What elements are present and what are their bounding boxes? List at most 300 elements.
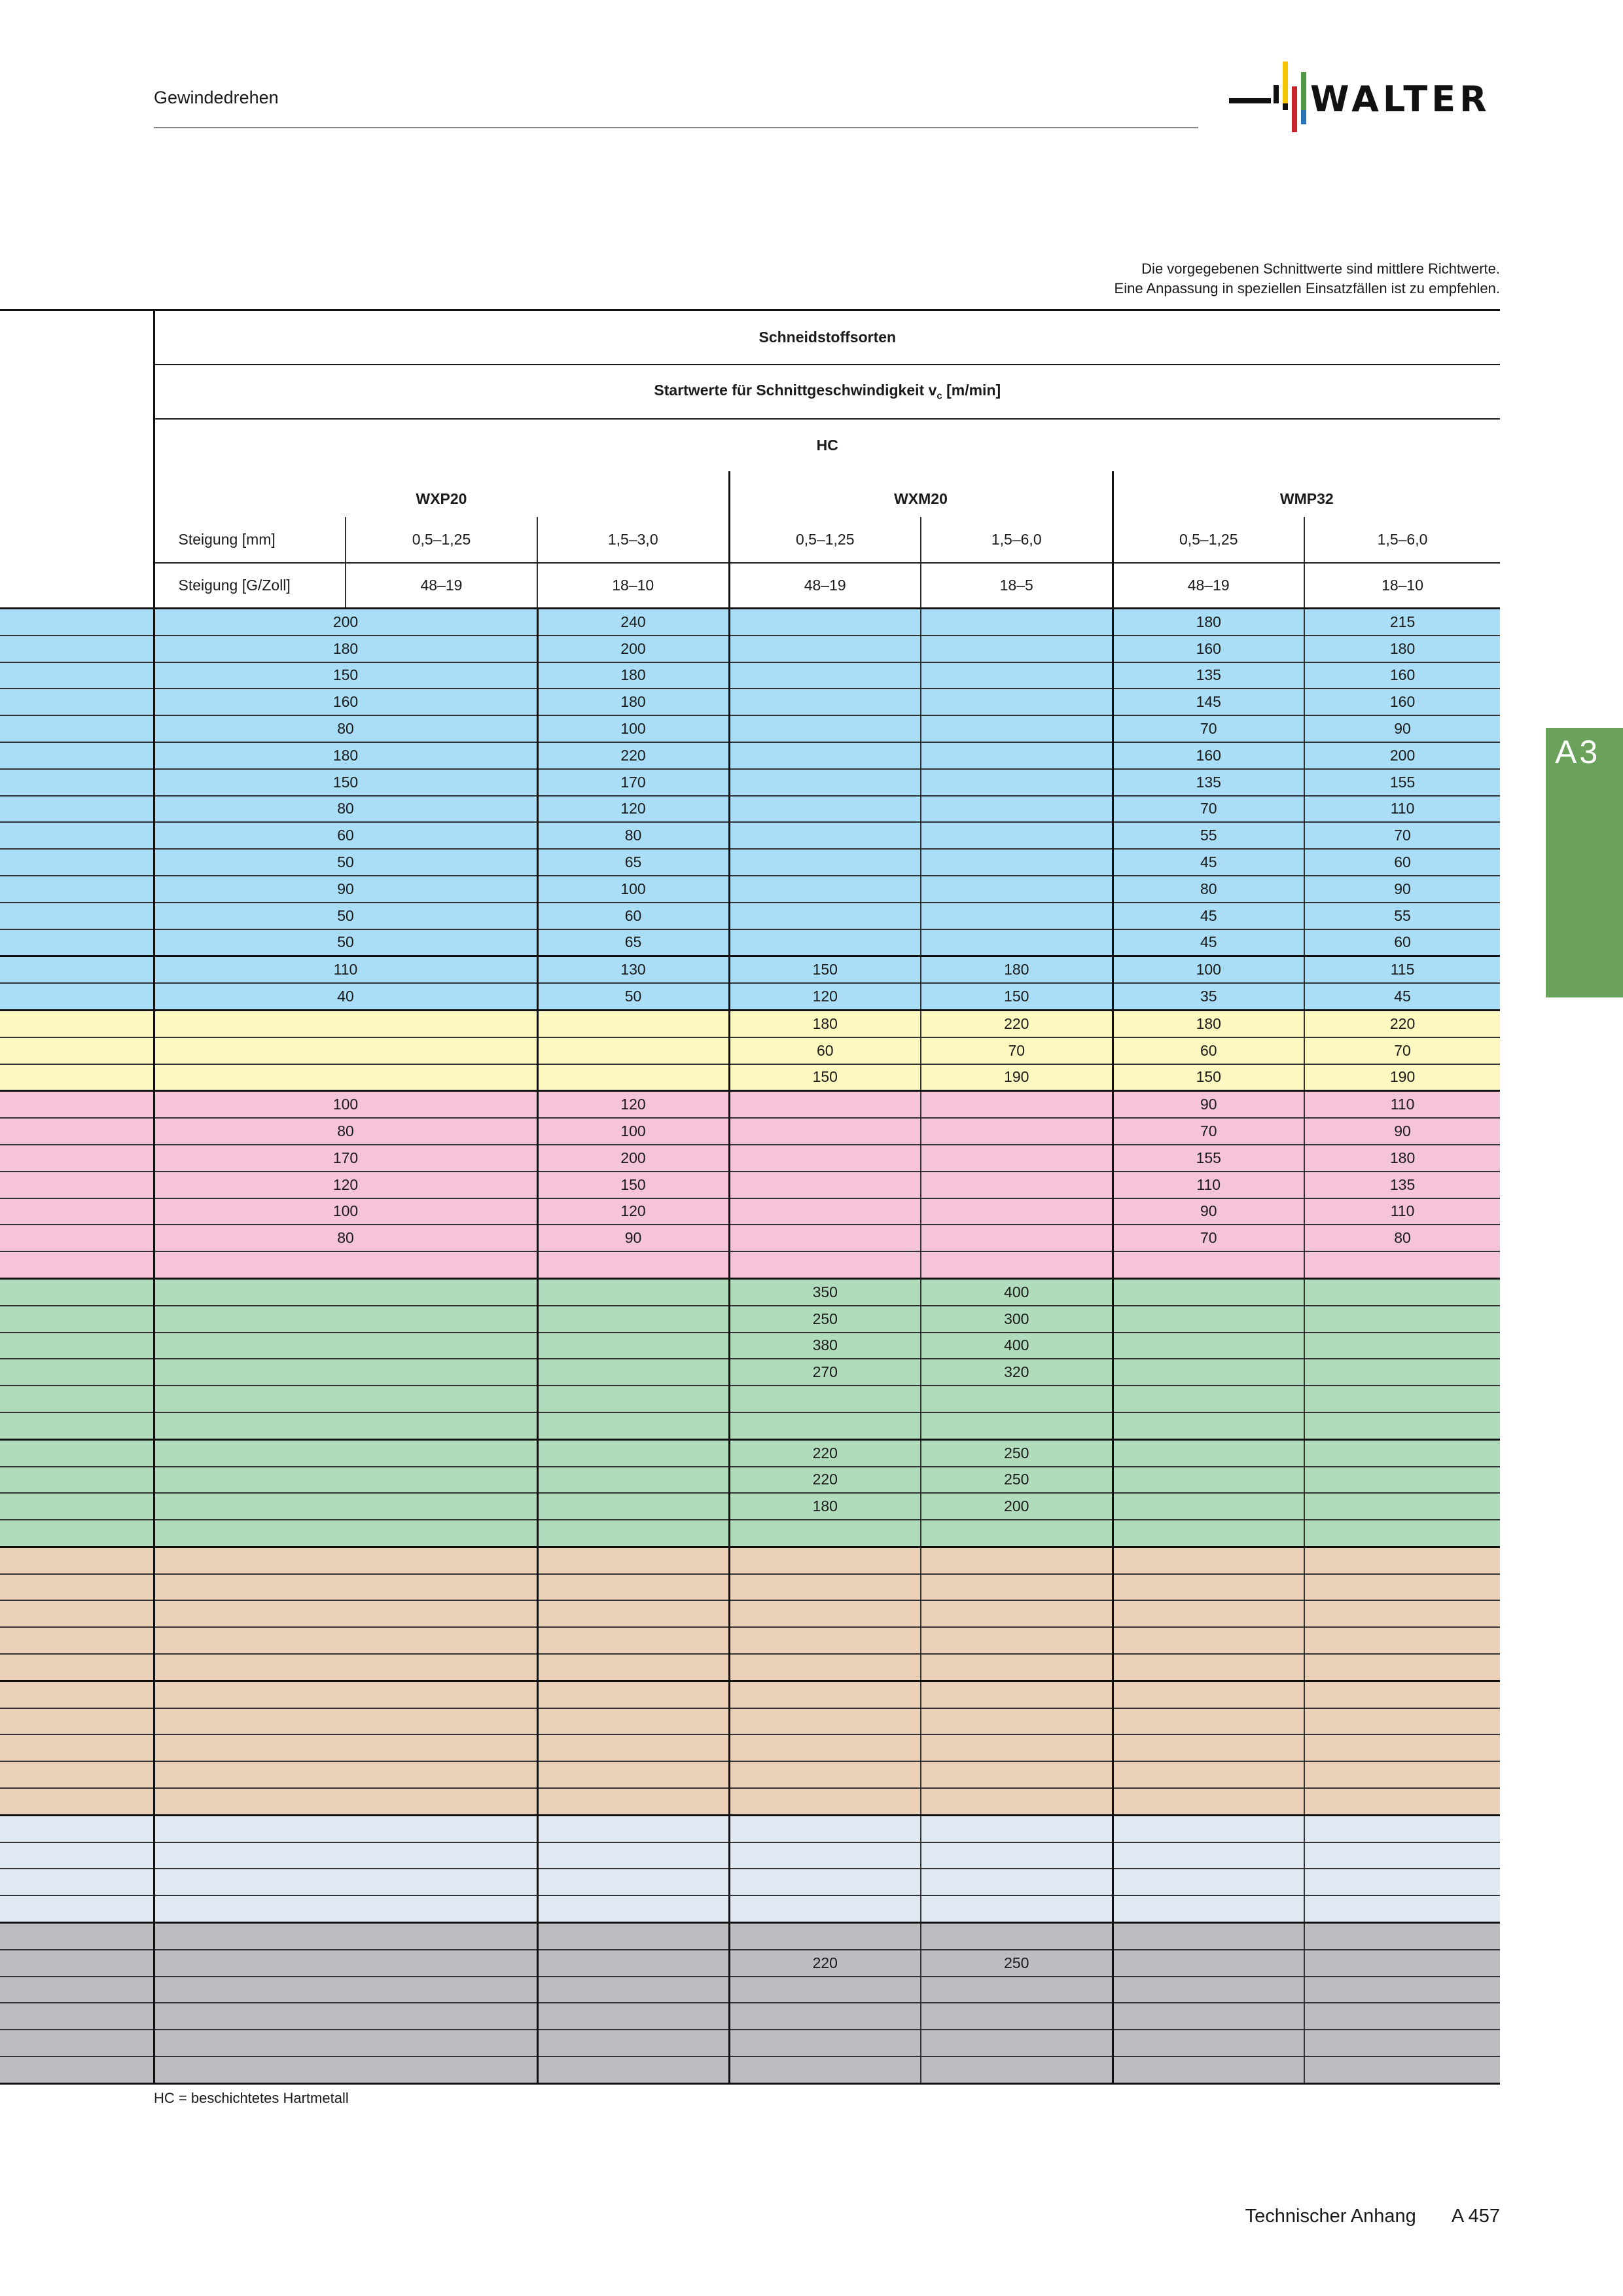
cutting-speed-cell (537, 1761, 729, 1788)
cutting-speed-cell (729, 876, 921, 903)
table-row (0, 849, 1500, 876)
steigung-mm-value: 1,5–6,0 (921, 517, 1113, 563)
row-material-cell (0, 876, 154, 903)
cutting-speed-cell (1304, 1439, 1500, 1466)
cutting-speed-cell (154, 1386, 537, 1412)
cutting-speed-cell (154, 1547, 537, 1573)
cutting-speed-cell (729, 796, 921, 823)
steigung-mm-value: 0,5–1,25 (729, 517, 921, 563)
cutting-speed-cell: 135 (1113, 769, 1304, 796)
data-rows (0, 609, 1500, 2084)
cutting-speed-cell (537, 1359, 729, 1386)
table-row (0, 1010, 1500, 1037)
table-row (0, 956, 1500, 983)
cutting-speed-cell (729, 689, 921, 715)
table-row (0, 1923, 1500, 1950)
cutting-speed-cell (921, 1225, 1113, 1251)
cutting-speed-cell: 150 (921, 983, 1113, 1010)
cutting-speed-cell: 270 (729, 1359, 921, 1386)
cutting-speed-cell (1304, 1520, 1500, 1547)
cutting-speed-cell (537, 1333, 729, 1359)
cutting-speed-cell: 100 (537, 715, 729, 742)
cutting-speed-cell (154, 1815, 537, 1842)
cutting-speed-cell (729, 1600, 921, 1627)
row-material-cell (0, 1520, 154, 1547)
cutting-speed-cell: 100 (1113, 956, 1304, 983)
cutting-speed-cell (729, 1681, 921, 1708)
cutting-speed-cell: 160 (154, 689, 537, 715)
cutting-speed-cell (729, 822, 921, 849)
cutting-speed-cell (729, 849, 921, 876)
cutting-speed-cell: 155 (1304, 769, 1500, 796)
cutting-speed-cell (1113, 2030, 1304, 2056)
cutting-speed-cell (1113, 2003, 1304, 2030)
cutting-speed-cell: 180 (1304, 636, 1500, 662)
cutting-speed-cell: 45 (1304, 983, 1500, 1010)
cutting-speed-cell (1304, 1333, 1500, 1359)
cutting-speed-cell (154, 1520, 537, 1547)
cutting-speed-cell (154, 1950, 537, 1977)
cutting-speed-cell (921, 1145, 1113, 1172)
cutting-speed-cell (921, 796, 1113, 823)
cutting-speed-cell (1304, 1654, 1500, 1681)
table-row (0, 1493, 1500, 1520)
cutting-speed-cell (729, 1118, 921, 1145)
cutting-speed-cell (154, 1977, 537, 2003)
cutting-speed-cell (1304, 1977, 1500, 2003)
cutting-speed-cell: 70 (1113, 1118, 1304, 1145)
cutting-speed-cell (154, 1895, 537, 1922)
cutting-speed-cell: 100 (154, 1198, 537, 1225)
table-row (0, 2003, 1500, 2030)
cutting-speed-cell: 160 (1304, 689, 1500, 715)
cutting-speed-cell: 90 (1304, 715, 1500, 742)
cutting-speed-cell (537, 1654, 729, 1681)
cutting-speed-cell (921, 876, 1113, 903)
row-material-cell (0, 1251, 154, 1278)
cutting-speed-cell (537, 1600, 729, 1627)
cutting-speed-cell (1304, 2003, 1500, 2030)
row-material-cell (0, 689, 154, 715)
cutting-speed-cell (1113, 1869, 1304, 1895)
cutting-speed-cell: 160 (1113, 636, 1304, 662)
cutting-speed-cell: 180 (1304, 1145, 1500, 1172)
table-row (0, 1627, 1500, 1654)
cutting-speed-cell: 200 (1304, 742, 1500, 769)
cutting-speed-cell (537, 1386, 729, 1412)
cutting-speed-cell (729, 2056, 921, 2083)
table-row (0, 1172, 1500, 1198)
cutting-speed-cell (1113, 1251, 1304, 1278)
steigung-zoll-label: Steigung [G/Zoll] (154, 563, 346, 609)
page-header-title: Gewindedrehen (154, 88, 279, 107)
cutting-speed-cell: 180 (537, 662, 729, 689)
cutting-speed-cell (921, 1520, 1113, 1547)
cutting-speed-cell (921, 1923, 1113, 1950)
cutting-speed-cell (1304, 1842, 1500, 1869)
cutting-speed-cell (1113, 1359, 1304, 1386)
table-row (0, 1386, 1500, 1412)
cutting-speed-cell (921, 1091, 1113, 1118)
cutting-speed-cell: 155 (1113, 1145, 1304, 1172)
cutting-speed-cell (729, 1172, 921, 1198)
table-row (0, 1359, 1500, 1386)
row-material-cell (0, 1923, 154, 1950)
steigung-zoll-value: 18–10 (537, 563, 729, 609)
cutting-speed-cell (1113, 1681, 1304, 1708)
cutting-speed-cell (1113, 1547, 1304, 1573)
cutting-speed-cell (537, 1681, 729, 1708)
row-material-cell (0, 1950, 154, 1977)
cutting-speed-cell: 150 (1113, 1064, 1304, 1091)
cutting-speed-cell: 60 (1304, 929, 1500, 956)
cutting-speed-cell (921, 822, 1113, 849)
cutting-speed-cell (729, 1842, 921, 1869)
table-row (0, 1600, 1500, 1627)
table-row (0, 1278, 1500, 1305)
cutting-speed-cell (154, 1306, 537, 1333)
cutting-speed-cell (154, 1788, 537, 1815)
row-material-cell (0, 1547, 154, 1573)
cutting-speed-cell: 90 (154, 876, 537, 903)
cutting-speed-cell (729, 1923, 921, 1950)
cutting-speed-cell (729, 1815, 921, 1842)
row-material-cell (0, 1118, 154, 1145)
table-row (0, 1574, 1500, 1601)
row-material-cell (0, 1895, 154, 1922)
cutting-speed-cell (921, 929, 1113, 956)
cutting-speed-cell (154, 1600, 537, 1627)
cutting-speed-cell (1113, 1412, 1304, 1439)
cutting-speed-cell (1113, 1950, 1304, 1977)
cutting-speed-cell: 90 (537, 1225, 729, 1251)
cutting-speed-cell (537, 1278, 729, 1305)
cutting-speed-cell: 70 (1304, 1037, 1500, 1064)
table-row (0, 1734, 1500, 1761)
cutting-speed-cell (1304, 1493, 1500, 1520)
cutting-speed-cell: 120 (537, 1091, 729, 1118)
cutting-speed-cell (1304, 1869, 1500, 1895)
cutting-speed-cell: 50 (154, 929, 537, 956)
cutting-speed-cell: 200 (537, 1145, 729, 1172)
cutting-speed-cell: 250 (921, 1950, 1113, 1977)
cutting-speed-cell (921, 2030, 1113, 2056)
cutting-speed-cell: 145 (1113, 689, 1304, 715)
table-row (0, 1091, 1500, 1118)
cutting-speed-cell (1304, 1627, 1500, 1654)
cutting-speed-cell (1304, 1708, 1500, 1735)
cutting-speed-cell (1304, 1815, 1500, 1842)
cutting-speed-cell: 320 (921, 1359, 1113, 1386)
cutting-speed-cell (537, 1010, 729, 1037)
cutting-speed-cell (537, 1923, 729, 1950)
cutting-speed-cell (154, 1359, 537, 1386)
cutting-speed-cell (154, 1869, 537, 1895)
cutting-speed-cell (154, 1842, 537, 1869)
cutting-speed-cell: 50 (154, 903, 537, 929)
cutting-speed-cell (1113, 1734, 1304, 1761)
startwerte-text: Startwerte für Schnittgeschwindigkeit v (654, 381, 937, 399)
cutting-speed-cell (1304, 2056, 1500, 2083)
steigung-zoll-value: 18–5 (921, 563, 1113, 609)
steigung-mm-label: Steigung [mm] (154, 517, 346, 563)
cutting-speed-cell: 120 (154, 1172, 537, 1198)
row-material-cell (0, 822, 154, 849)
cutting-speed-cell (1304, 1950, 1500, 1977)
cutting-speed-cell (1113, 1761, 1304, 1788)
cutting-speed-cell: 150 (154, 769, 537, 796)
cutting-speed-cell: 60 (154, 822, 537, 849)
table-row (0, 983, 1500, 1010)
table-row (0, 689, 1500, 715)
cutting-speed-cell (537, 1520, 729, 1547)
cutting-speed-cell: 180 (729, 1493, 921, 1520)
row-material-cell (0, 636, 154, 662)
cutting-speed-cell: 80 (154, 715, 537, 742)
cutting-speed-cell (1113, 1627, 1304, 1654)
cutting-speed-cell (537, 1467, 729, 1494)
cutting-speed-cell (921, 1681, 1113, 1708)
cutting-speed-cell (921, 1118, 1113, 1145)
cutting-speed-cell (729, 1386, 921, 1412)
cutting-speed-cell (729, 1708, 921, 1735)
cutting-speed-cell: 400 (921, 1333, 1113, 1359)
cutting-speed-cell: 120 (537, 796, 729, 823)
cutting-speed-cell (154, 1467, 537, 1494)
cutting-speed-cell: 80 (154, 1118, 537, 1145)
cutting-speed-cell (1113, 1788, 1304, 1815)
cutting-speed-cell (921, 609, 1113, 636)
cutting-speed-cell: 80 (1113, 876, 1304, 903)
cutting-speed-cell (921, 1734, 1113, 1761)
cutting-speed-cell (154, 1333, 537, 1359)
cutting-speed-cell (921, 2003, 1113, 2030)
row-material-cell (0, 1064, 154, 1091)
disclaimer-note (1115, 259, 1500, 298)
cutting-speed-cell (729, 1225, 921, 1251)
cutting-speed-cell: 80 (537, 822, 729, 849)
table-row (0, 609, 1500, 636)
chapter-tab (1546, 728, 1623, 997)
cutting-speed-cell: 45 (1113, 849, 1304, 876)
steigung-mm-value: 0,5–1,25 (346, 517, 537, 563)
row-material-cell (0, 1145, 154, 1172)
row-material-cell (0, 1412, 154, 1439)
cutting-speed-cell (537, 1627, 729, 1654)
cutting-speed-cell: 135 (1304, 1172, 1500, 1198)
header-schneidstoffsorten: Schneidstoffsorten (154, 310, 1500, 365)
cutting-speed-cell: 220 (729, 1950, 921, 1977)
cutting-speed-cell (1304, 1761, 1500, 1788)
cutting-speed-cell (729, 636, 921, 662)
cutting-speed-cell (921, 1895, 1113, 1922)
cutting-speed-cell (1113, 1386, 1304, 1412)
cutting-speed-cell: 190 (921, 1064, 1113, 1091)
table-row (0, 1842, 1500, 1869)
steigung-mm-value: 0,5–1,25 (1113, 517, 1304, 563)
cutting-speed-cell (729, 1654, 921, 1681)
cutting-speed-cell (154, 1010, 537, 1037)
steigung-zoll-value: 48–19 (1113, 563, 1304, 609)
cutting-speed-cell (1113, 1977, 1304, 2003)
row-material-cell (0, 609, 154, 636)
cutting-speed-cell (729, 742, 921, 769)
row-material-cell (0, 1278, 154, 1305)
table-row (0, 1225, 1500, 1251)
table-row (0, 1333, 1500, 1359)
cutting-speed-cell: 110 (1304, 1091, 1500, 1118)
row-material-cell (0, 2003, 154, 2030)
cutting-speed-cell (729, 1788, 921, 1815)
cutting-speed-cell (729, 1547, 921, 1573)
cutting-speed-cell (537, 2056, 729, 2083)
cutting-speed-cell: 215 (1304, 609, 1500, 636)
cutting-speed-cell (154, 1064, 537, 1091)
cutting-speed-cell: 200 (921, 1493, 1113, 1520)
startwerte-subscript: c (936, 390, 942, 402)
cutting-speed-cell (729, 1574, 921, 1601)
cutting-speed-cell (921, 1842, 1113, 1869)
cutting-speed-cell: 200 (537, 636, 729, 662)
cutting-speed-cell (1304, 1278, 1500, 1305)
steigung-zoll-value: 18–10 (1304, 563, 1500, 609)
cutting-speed-cell (921, 769, 1113, 796)
cutting-speed-cell (729, 1251, 921, 1278)
cutting-speed-cell (154, 1037, 537, 1064)
row-material-cell (0, 1172, 154, 1198)
cutting-speed-cell: 120 (729, 983, 921, 1010)
cutting-speed-cell: 220 (1304, 1010, 1500, 1037)
cutting-speed-cell (154, 1923, 537, 1950)
table-row (0, 662, 1500, 689)
row-material-cell (0, 1681, 154, 1708)
table-row (0, 822, 1500, 849)
table-row (0, 1118, 1500, 1145)
cutting-speed-cell (1304, 1923, 1500, 1950)
row-material-cell (0, 1627, 154, 1654)
row-material-cell (0, 769, 154, 796)
table-row (0, 1788, 1500, 1815)
cutting-speed-cell (921, 1977, 1113, 2003)
cutting-speed-cell (154, 1439, 537, 1466)
table-row (0, 1869, 1500, 1895)
table-row (0, 1145, 1500, 1172)
cutting-speed-cell: 180 (154, 742, 537, 769)
cutting-speed-cell (1304, 1412, 1500, 1439)
disclaimer-line-1: Die vorgegebenen Schnittwerte sind mittlere Richtwerte. (1141, 260, 1500, 277)
row-material-cell (0, 1869, 154, 1895)
cutting-speed-cell: 60 (1304, 849, 1500, 876)
cutting-speed-cell: 110 (1304, 796, 1500, 823)
cutting-data-table (0, 309, 1500, 2085)
disclaimer-line-2: Eine Anpassung in speziellen Einsatzfällen ist zu empfehlen. (1114, 280, 1500, 296)
cutting-speed-cell: 100 (537, 876, 729, 903)
cutting-speed-cell (1113, 1493, 1304, 1520)
cutting-speed-cell (537, 1412, 729, 1439)
cutting-speed-cell: 120 (537, 1198, 729, 1225)
table-row (0, 715, 1500, 742)
cutting-speed-cell (1304, 1251, 1500, 1278)
cutting-speed-cell (154, 1761, 537, 1788)
cutting-speed-cell (1113, 1600, 1304, 1627)
cutting-speed-cell (1304, 1359, 1500, 1386)
cutting-speed-cell (921, 636, 1113, 662)
cutting-speed-cell (729, 929, 921, 956)
cutting-speed-cell: 350 (729, 1278, 921, 1305)
cutting-speed-cell (154, 2003, 537, 2030)
cutting-speed-cell: 60 (729, 1037, 921, 1064)
table-row (0, 1412, 1500, 1439)
cutting-speed-cell (729, 1895, 921, 1922)
table-row (0, 1198, 1500, 1225)
cutting-speed-cell (729, 903, 921, 929)
grade-wmp32: WMP32 (1279, 490, 1334, 507)
row-material-cell (0, 1654, 154, 1681)
cutting-speed-cell (154, 1493, 537, 1520)
cutting-speed-cell: 135 (1113, 662, 1304, 689)
cutting-speed-cell (729, 1977, 921, 2003)
cutting-speed-cell (729, 715, 921, 742)
cutting-speed-cell (1113, 1306, 1304, 1333)
table-row (0, 903, 1500, 929)
header-startwerte (154, 365, 1500, 419)
table-row (0, 742, 1500, 769)
cutting-speed-cell (921, 715, 1113, 742)
table-row (0, 1064, 1500, 1091)
cutting-speed-cell (537, 1895, 729, 1922)
row-material-cell (0, 1600, 154, 1627)
cutting-speed-cell (729, 1198, 921, 1225)
cutting-speed-cell: 110 (1304, 1198, 1500, 1225)
cutting-speed-cell (921, 903, 1113, 929)
cutting-speed-cell: 45 (1113, 903, 1304, 929)
cutting-speed-cell (537, 1306, 729, 1333)
row-material-cell (0, 1815, 154, 1842)
cutting-speed-cell: 180 (1113, 609, 1304, 636)
cutting-speed-cell (154, 1412, 537, 1439)
cutting-speed-cell (1113, 1815, 1304, 1842)
cutting-speed-cell: 150 (537, 1172, 729, 1198)
row-material-cell (0, 715, 154, 742)
cutting-speed-cell (921, 662, 1113, 689)
cutting-speed-cell (729, 1734, 921, 1761)
row-material-cell (0, 1010, 154, 1037)
cutting-speed-cell (1113, 1842, 1304, 1869)
cutting-speed-cell (1304, 1734, 1500, 1761)
walter-logo (1229, 60, 1500, 139)
cutting-speed-cell (537, 1439, 729, 1466)
cutting-speed-cell (1113, 1520, 1304, 1547)
cutting-speed-cell (1113, 1333, 1304, 1359)
table-row (0, 1815, 1500, 1842)
cutting-speed-cell (1304, 2030, 1500, 2056)
cutting-speed-cell (921, 1761, 1113, 1788)
table-row (0, 2030, 1500, 2056)
cutting-speed-cell (921, 1654, 1113, 1681)
table-row (0, 1761, 1500, 1788)
cutting-speed-cell: 110 (1113, 1172, 1304, 1198)
cutting-speed-cell: 110 (154, 956, 537, 983)
cutting-speed-cell: 190 (1304, 1064, 1500, 1091)
cutting-speed-cell (154, 1708, 537, 1735)
row-material-cell (0, 742, 154, 769)
cutting-speed-cell: 130 (537, 956, 729, 983)
table-row (0, 796, 1500, 823)
steigung-mm-value: 1,5–3,0 (537, 517, 729, 563)
table-row (0, 929, 1500, 956)
cutting-speed-cell: 150 (154, 662, 537, 689)
row-material-cell (0, 1493, 154, 1520)
